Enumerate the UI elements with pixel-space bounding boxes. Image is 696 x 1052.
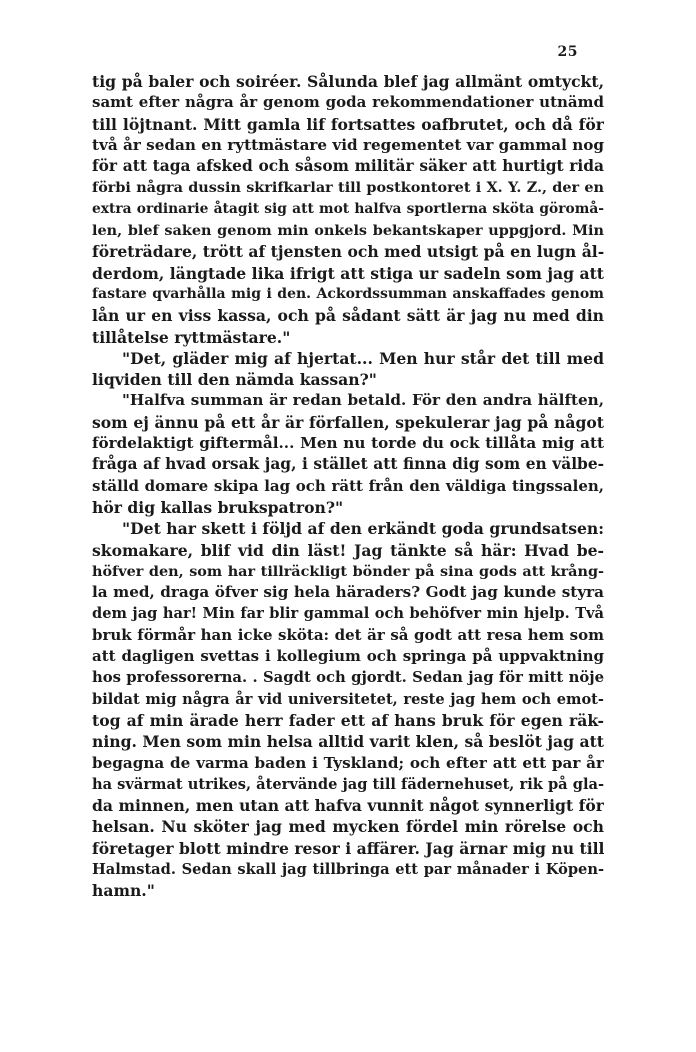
text-line: samt efter några år genom goda rekommendationer utnämd [92,93,604,112]
text-line: la med, draga öfver sig hela häraders? Godt jag kunde styra [92,583,604,602]
text-line: derdom, längtade lika ifrigt att stiga ur sadeln som jag att [92,263,604,283]
text-line: "Halfva summan är redan betald. För den andra hälften, [122,391,604,410]
text-line: som ej ännu på ett år är förfallen, spekulerar jag på något [92,412,604,432]
text-line: tig på baler och soiréer. Sålunda blef jag allmänt omtyckt, [92,72,604,91]
text-line: Halmstad. Sedan skall jag tillbringa ett par månader i Köpen- [92,860,604,878]
body-text [92,71,604,902]
text-line: skomakare, blif vid din läst! Jag tänkte så här: Hvad be- [92,540,604,560]
text-line: helsan. Nu sköter jag med mycken fördel min rörelse och [92,817,604,837]
page-number: 25 [557,44,578,60]
text-line: tillåtelse ryttmästare." [92,327,291,347]
text-line: liqviden till den nämda kassan?" [92,370,377,390]
text-line: lån ur en viss kassa, och på sådant sätt är jag nu med din [92,306,604,326]
text-line: två år sedan en ryttmästare vid regementet var gammal nog [92,135,604,154]
text-line: hos professorerna. . Sagdt och gjordt. Sedan jag för mitt nöje [92,669,604,687]
text-line: "Det, gläder mig af hjertat... Men hur står det till med [122,348,604,368]
text-line: bruk förmår han icke sköta: det är så godt att resa hem som [92,625,604,644]
text-line: dem jag har! Min far blir gammal och behöfver min hjelp. Två [92,605,604,623]
text-line: fördelaktigt giftermål... Men nu torde du ock tillåta mig att [92,434,604,453]
text-line: da minnen, men utan att hafva vunnit något synnerligt för [92,796,604,816]
text-line: hör dig kallas brukspatron?" [92,497,344,517]
text-line: ha svärmat utrikes, återvände jag till fädernehuset, rik på gla- [92,775,604,793]
text-line: ställd domare skipa lag och rätt från den väldiga tingssalen, [92,476,604,495]
text-line: förbi några dussin skrifkarlar till postkontoret i X. Y. Z., der en [92,179,604,197]
text-line: bildat mig några år vid universitetet, reste jag hem och emot- [92,690,604,708]
text-line: till löjtnant. Mitt gamla lif fortsattes oafbrutet, och då för [92,114,604,134]
text-line: begagna de varma baden i Tyskland; och efter att ett par år [92,753,604,772]
text-line: fråga af hvad orsak jag, i stället att finna dig som en välbe- [92,455,604,474]
text-line: företrädare, trött af tjensten och med utsigt på en lugn ål- [92,242,604,262]
text-line: höfver den, som har tillräckligt bönder på sina gods att krång- [92,562,604,580]
text-line: extra ordinarie åtagit sig att mot halfva sportlerna sköta göromå- [92,200,604,217]
text-line: tog af min ärade herr fader ett af hans bruk för egen räk- [92,710,604,730]
text-line: hamn." [92,881,155,901]
text-line: att dagligen svettas i kollegium och springa på uppvaktning [92,647,604,666]
text-line: ning. Men som min helsa alltid varit klen, så beslöt jag att [92,732,604,752]
text-line: för att taga afsked och såsom militär säker att hurtigt rida [92,157,604,176]
text-line: fastare qvarhålla mig i den. Ackordssumman anskaffades genom [92,285,604,302]
text-line: företager blott mindre resor i affärer. Jag ärnar mig nu till [92,838,604,858]
text-line: len, blef saken genom min onkels bekantskaper uppgjord. Min [92,222,604,240]
text-line: "Det har skett i följd af den erkändt goda grundsatsen: [122,519,604,539]
